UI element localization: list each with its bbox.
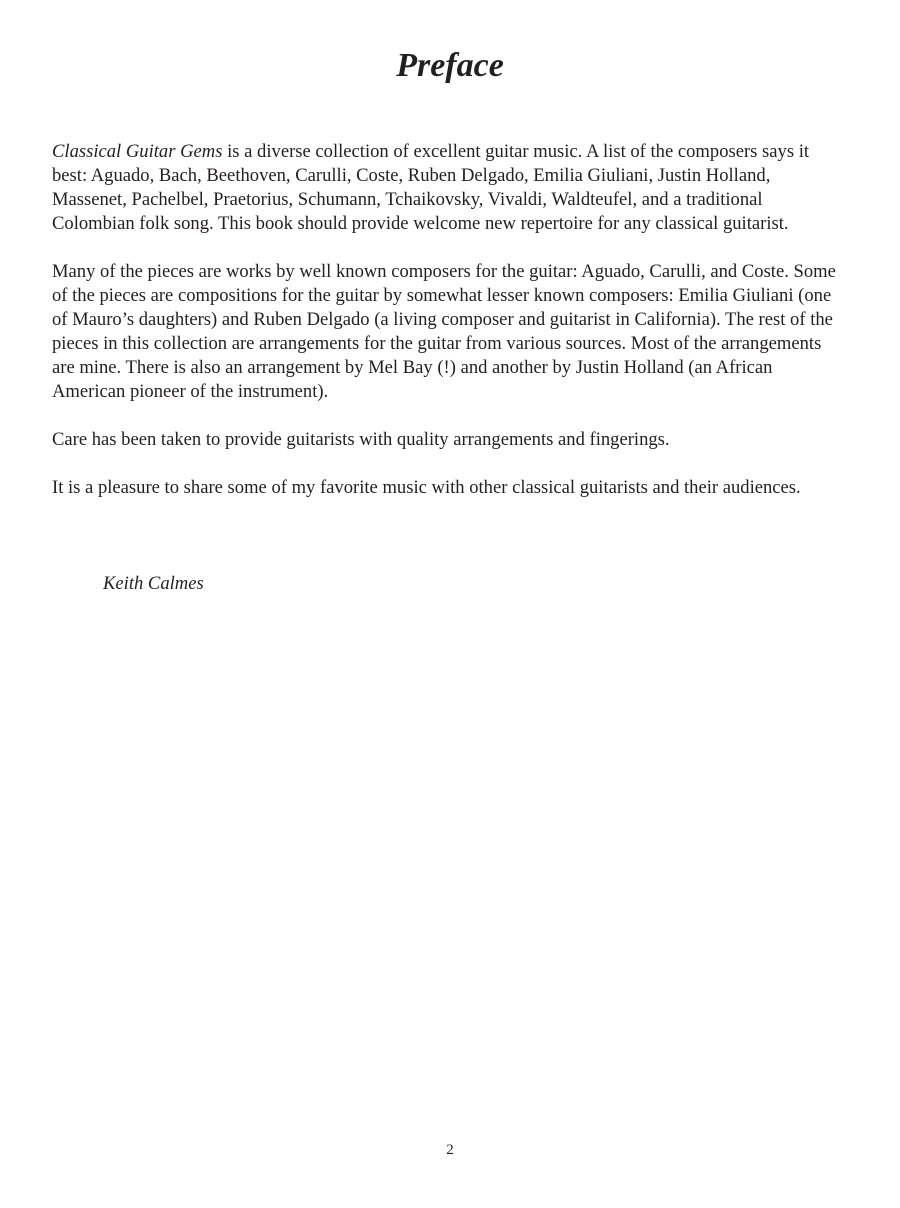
author-signature: Keith Calmes [103,573,204,594]
paragraph-3: Care has been taken to provide guitarists with quality arrangements and fingerings. [52,429,670,450]
preface-body [52,140,842,524]
paragraph-1 [52,140,842,236]
page-title: Preface [396,47,504,84]
page-number: 2 [446,1142,454,1158]
paragraph-4: It is a pleasure to share some of my favorite music with other classical guitarists and their audiences. [52,477,801,498]
paragraph-2: Many of the pieces are works by well known composers for the guitar: Aguado, Carulli, and Coste. Some of the pieces are compositions for the guitar by somewhat lesser known composers: Emilia Giuliani (one of Mauro’s daughters) and Ruben Delgado (a living composer and guitarist in California). The rest of the pieces in this collection are arrangements for the guitar from various sources. Most of the arrangements are mine. There is also an arrangement by Mel Bay (!) and another by Justin Holland (an African American pioneer of the instrument). [52,261,836,402]
book-title: Classical Guitar Gems [52,141,223,162]
paragraph-1-text: is a diverse collection of excellent guitar music. A list of the composers says it best: Aguado, Bach, Beethoven, Carulli, Coste, Ruben Delgado, Emilia Giuliani, Justin Holland, Massenet, Pachelbel, Praetorius, Schumann, Tchaikovsky, Vivaldi, Waldteufel, and a traditional Colombian folk song. This book should provide welcome new repertoire for any classical guitarist. [52,141,810,234]
